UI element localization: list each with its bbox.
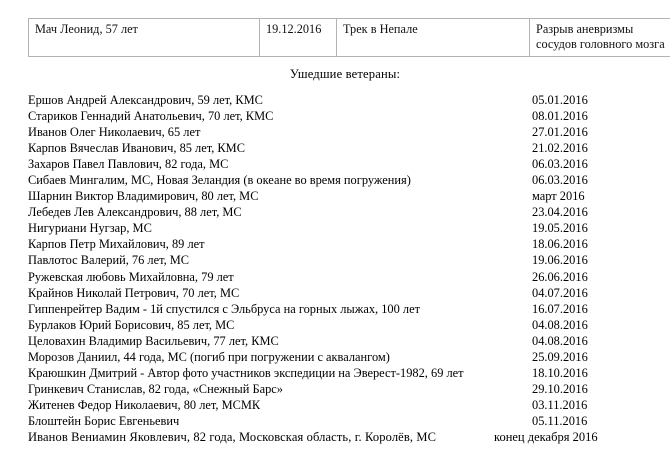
- list-item-person: Лебедев Лев Александрович, 88 лет, МС: [28, 205, 242, 220]
- list-item-person: Блоштейн Борис Евгеньевич: [28, 413, 180, 428]
- list-item: [28, 269, 642, 285]
- list-item-date: 23.04.2016: [532, 205, 588, 220]
- list-item-person: Бурлаков Юрий Борисович, 85 лет, МС: [28, 317, 235, 332]
- list-item: [28, 381, 642, 397]
- list-item-date: 25.09.2016: [532, 349, 588, 364]
- list-item-date: 03.11.2016: [532, 397, 588, 412]
- list-item-date: 06.03.2016: [532, 157, 588, 172]
- list-item-person: Гиппенрейтер Вадим - 1й спустился с Эльбруса на горных лыжах, 100 лет: [28, 301, 420, 316]
- table-row: [29, 19, 670, 57]
- table-cell-cause: Разрыв аневризмы сосудов головного мозга: [530, 19, 670, 57]
- list-item: [28, 301, 642, 317]
- list-item-date: 29.10.2016: [532, 381, 588, 396]
- list-item: [28, 140, 642, 156]
- list-item-date: 04.08.2016: [532, 317, 588, 332]
- list-item-person: Карпов Вячеслав Иванович, 85 лет, КМС: [28, 141, 245, 156]
- list-item-date: 16.07.2016: [532, 301, 588, 316]
- list-item: [28, 252, 642, 268]
- list-item: [28, 156, 642, 172]
- list-item-person: Иванов Олег Николаевич, 65 лет: [28, 125, 201, 140]
- list-item-person: Шарнин Виктор Владимирович, 80 лет, МС: [28, 189, 259, 204]
- list-item-person: Гринкевич Станислав, 82 года, «Снежный Барс»: [28, 381, 283, 396]
- list-item: [28, 285, 642, 301]
- list-item-person: Захаров Павел Павлович, 82 года, МС: [28, 157, 229, 172]
- list-item-date: конец декабря 2016: [494, 429, 598, 444]
- list-item: [28, 397, 642, 413]
- list-item-person: Житенев Федор Николаевич, 80 лет, МСМК: [28, 397, 261, 412]
- list-item: [28, 108, 642, 124]
- table-cell-place: Трек в Непале: [337, 19, 530, 57]
- list-item-date: 18.06.2016: [532, 237, 588, 252]
- list-item: [28, 236, 642, 252]
- list-item-person: Ершов Андрей Александрович, 59 лет, КМС: [28, 93, 263, 107]
- list-item-person: Краюшкин Дмитрий - Автор фото участников экспедиции на Эверест-1982, 69 лет: [28, 365, 464, 380]
- memorial-top-table: [28, 18, 670, 57]
- list-item-date: 04.07.2016: [532, 285, 588, 300]
- list-item: [28, 333, 642, 349]
- list-item: [28, 124, 642, 140]
- list-item-date: 19.06.2016: [532, 253, 588, 268]
- list-item-person: Нигуриани Нугзар, МС: [28, 221, 152, 236]
- table-cell-name: Мач Леонид, 57 лет: [29, 19, 260, 57]
- table-cell-date: 19.12.2016: [260, 19, 337, 57]
- list-item-date: 19.05.2016: [532, 221, 588, 236]
- list-item-date: 18.10.2016: [532, 365, 588, 380]
- list-item-date: 06.03.2016: [532, 173, 588, 188]
- list-item-person: Стариков Геннадий Анатольевич, 70 лет, КМС: [28, 109, 274, 124]
- list-item-person: Морозов Даниил, 44 года, МС (погиб при погружении с аквалангом): [28, 349, 390, 364]
- list-item-person: Павлотос Валерий, 76 лет, МС: [28, 253, 190, 268]
- list-item: [28, 204, 642, 220]
- list-item-date: 27.01.2016: [532, 125, 588, 140]
- list-item: [28, 349, 642, 365]
- list-item: [28, 172, 642, 188]
- list-item-date: 04.08.2016: [532, 333, 588, 348]
- list-item: [28, 429, 642, 445]
- list-item-person: Ружевская любовь Михайловна, 79 лет: [28, 269, 234, 284]
- list-item-date: 05.01.2016: [532, 93, 588, 107]
- list-item: [28, 365, 642, 381]
- list-item-person: Крайнов Николай Петрович, 70 лет, МС: [28, 285, 240, 300]
- list-item-date: 08.01.2016: [532, 109, 588, 124]
- list-item-date: март 2016: [532, 189, 585, 204]
- list-item-date: 26.06.2016: [532, 269, 588, 284]
- list-item: [28, 317, 642, 333]
- veterans-list: [28, 92, 642, 445]
- list-item-person: Иванов Вениамин Яковлевич, 82 года, Московская область, г. Королёв, МС: [28, 429, 437, 444]
- list-item-date: 21.02.2016: [532, 141, 588, 156]
- section-title: Ушедшие ветераны:: [289, 67, 401, 81]
- list-item-person: Сибаев Мингалим, МС, Новая Зеландия (в океане во время погружения): [28, 173, 411, 188]
- top-table-body: [29, 19, 670, 57]
- list-item-person: Целовахин Владимир Васильевич, 77 лет, КМС: [28, 333, 279, 348]
- list-item-date: 05.11.2016: [532, 413, 588, 428]
- list-item: [28, 220, 642, 236]
- list-item: [28, 92, 642, 108]
- list-item: [28, 413, 642, 429]
- list-item-person: Карпов Петр Михайлович, 89 лет: [28, 237, 205, 252]
- list-item: [28, 188, 642, 204]
